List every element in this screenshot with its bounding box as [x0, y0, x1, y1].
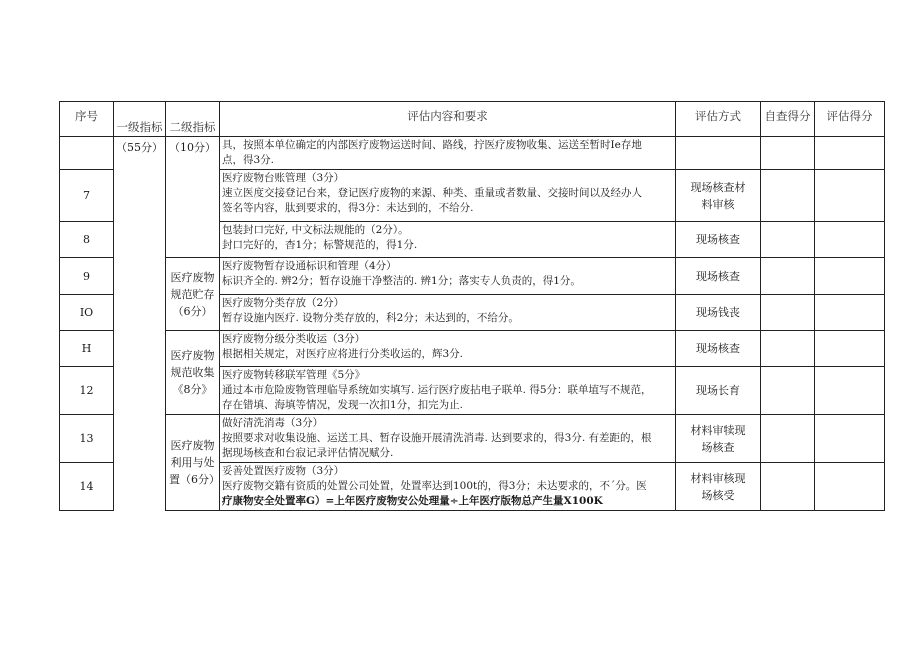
self-score-cell	[761, 295, 815, 331]
table-row	[60, 331, 885, 367]
self-score-cell	[761, 222, 815, 258]
eval-score-cell	[815, 137, 885, 170]
content-cell	[220, 463, 676, 511]
header-self-score: 自查得分	[761, 102, 815, 137]
level2-cell	[166, 331, 220, 415]
level2-label: 医疗废物利用与处置（6分）	[169, 439, 220, 486]
content-line: 具，按照本单位确定的内部医疗废物运送时间、路线，拧医疗废物收集、运送至暂时Ie存地	[222, 139, 642, 151]
level1-cell	[114, 137, 166, 511]
method-line: 场核受	[701, 488, 735, 502]
method-cell	[676, 463, 761, 511]
content-line: 疗康物安全处置率G）=上年医疗废物安公处理量÷上年医疗版物总产生量X100K	[222, 495, 603, 507]
eval-score-cell	[815, 295, 885, 331]
method-line: 材料审犊现	[690, 423, 746, 437]
level2-label: 医疗废物规范收集《8分》	[170, 349, 215, 396]
content-cell	[220, 137, 676, 170]
level1-score: （55分）	[116, 141, 163, 154]
header-row	[60, 102, 885, 137]
content-cell	[220, 258, 676, 295]
method-line: 现场核查	[696, 233, 740, 246]
level2-score: （10分）	[169, 141, 216, 154]
seq-cell: IO	[60, 295, 114, 331]
method-line: 料审核	[701, 197, 735, 211]
content-line: 签名等内容，肽到要求的，得3分：未达到的，不给分.	[222, 202, 474, 214]
content-line: 通过本市危险废物管理临导系统如实填写. 运行医疗废拈电子联单. 得5分：联单埴写不规范，	[222, 384, 652, 396]
method-line: 现场核查	[696, 342, 740, 355]
content-line: 暂存设施内医疗. 设物分类存放的，科2分；未达到的，不给分。	[222, 312, 519, 324]
seq-cell: H	[60, 331, 114, 367]
content-cell	[220, 222, 676, 258]
self-score-cell	[761, 137, 815, 170]
header-content: 评估内容和要求	[220, 102, 676, 137]
table-row	[60, 258, 885, 295]
level2-cell	[166, 258, 220, 331]
level2-cell	[166, 137, 220, 258]
header-method: 评估方式	[676, 102, 761, 137]
content-line: 速立医度交接登记台来，登记医疗废物的来源、种类、重量或者数量、交接时间以及经办人	[222, 187, 642, 199]
content-line: 医疗废物分级分类收运（3分）	[222, 333, 366, 345]
eval-score-cell	[815, 367, 885, 415]
method-cell	[676, 331, 761, 367]
method-line: 现场长育	[696, 384, 740, 397]
content-line: 妥善处置医疗废物（3分）	[222, 465, 345, 477]
content-line: 包装封口完好, 中文标法规能的（2分）。	[222, 224, 409, 236]
table-row	[60, 137, 885, 170]
content-line: 标识齐全的. 辨2分；暂存设施干净整洁的. 辨1分；落实专人负责的，得1分。	[222, 275, 581, 287]
content-cell	[220, 331, 676, 367]
content-line: 医疗废物交籍有资质的处置公司处置，处置率达到100t的，得3分；未达要求的，不´分。医	[222, 480, 647, 492]
header-seq: 序号	[60, 102, 114, 137]
level2-label: 医疗废物规范贮存（6分）	[170, 270, 215, 318]
eval-score-cell	[815, 170, 885, 222]
self-score-cell	[761, 331, 815, 367]
header-level2: 二级指标	[166, 102, 220, 137]
content-line: 医疗废物转移联军管理《5分》	[222, 369, 366, 381]
method-cell	[676, 137, 761, 170]
self-score-cell	[761, 415, 815, 463]
eval-score-cell	[815, 258, 885, 295]
self-score-cell	[761, 170, 815, 222]
level2-cell	[166, 415, 220, 511]
content-line: 据现场核查和台寂记录评估情况赋分.	[222, 447, 394, 459]
content-line: 根据相关规定，对医疗应将进行分类收运的，辉3分.	[222, 348, 464, 360]
seq-cell	[60, 137, 114, 170]
content-line: 医疗废物分类存放（2分）	[222, 297, 345, 309]
method-line: 现场核查材	[690, 180, 746, 194]
seq-cell: 13	[60, 415, 114, 463]
content-cell	[220, 367, 676, 415]
eval-score-cell	[815, 331, 885, 367]
seq-cell: 9	[60, 258, 114, 295]
content-line: 点，得3分.	[222, 154, 275, 166]
eval-score-cell	[815, 463, 885, 511]
content-line: 做好清洗消毒（3分）	[222, 417, 324, 429]
method-cell	[676, 170, 761, 222]
content-line: 按照要求对收集设施、运送工具、暂存设施开展清洗消毒. 达到要求的，得3分. 有差距的，根	[222, 432, 652, 444]
method-line: 场核查	[701, 440, 735, 454]
content-cell	[220, 295, 676, 331]
method-line: 现场钱丧	[696, 306, 740, 319]
self-score-cell	[761, 258, 815, 295]
evaluation-table	[59, 101, 885, 511]
method-cell	[676, 295, 761, 331]
content-line: 存在错填、海填等情况，发现一次扣1分，扣完为止.	[222, 399, 464, 411]
content-line: 封口完好的，杳1分；标警规范的，得1分.	[222, 239, 418, 251]
method-line: 材料审核现	[690, 471, 746, 485]
seq-cell: 12	[60, 367, 114, 415]
table-row	[60, 415, 885, 463]
method-cell	[676, 415, 761, 463]
method-cell	[676, 258, 761, 295]
self-score-cell	[761, 367, 815, 415]
method-line: 现场核查	[696, 269, 740, 283]
seq-cell: 7	[60, 170, 114, 222]
method-cell	[676, 367, 761, 415]
eval-score-cell	[815, 415, 885, 463]
content-cell	[220, 170, 676, 222]
seq-cell: 8	[60, 222, 114, 258]
eval-score-cell	[815, 222, 885, 258]
header-level1: 一级指标	[114, 102, 166, 137]
content-line: 医疗废物台账管理（3分）	[222, 172, 345, 184]
method-cell	[676, 222, 761, 258]
seq-cell: 14	[60, 463, 114, 511]
header-eval-score: 评估得分	[815, 102, 885, 137]
content-line: 医疗废物暂存设通标识和管理（4分）	[222, 260, 397, 272]
content-cell	[220, 415, 676, 463]
self-score-cell	[761, 463, 815, 511]
